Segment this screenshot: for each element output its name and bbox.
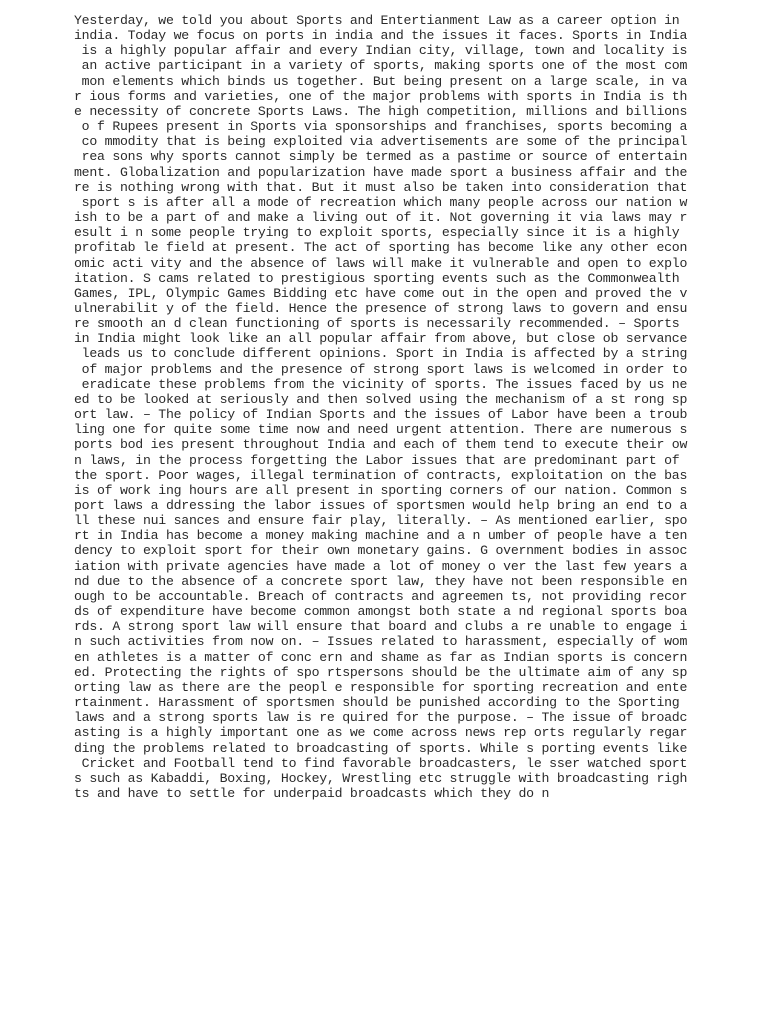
text-line: laws and a strong sports law is re quired for the purpose. – The issue of broadc xyxy=(74,710,688,726)
text-line: profitab le field at present. The act of sporting has become like any other econ xyxy=(74,240,688,256)
text-line: omic acti vity and the absence of laws will make it vulnerable and open to explo xyxy=(74,255,688,271)
text-line: ulnerabilit y of the field. Hence the presence of strong laws to govern and ensu xyxy=(74,300,688,316)
text-line: itation. S cams related to prestigious sporting events such as the Commonwealth xyxy=(74,270,680,286)
text-line: the sport. Poor wages, illegal termination of contracts, exploitation on the bas xyxy=(74,467,688,483)
text-line: e necessity of concrete Sports Laws. The high competition, millions and billions xyxy=(74,103,688,119)
text-line: leads us to conclude different opinions. Sport in India is affected by a string xyxy=(74,346,688,362)
text-line: iation with private agencies have made a lot of money o ver the last few years a xyxy=(74,558,688,574)
text-line: re smooth an d clean functioning of sports is necessarily recommended. – Sports xyxy=(74,316,680,332)
text-line: rea sons why sports cannot simply be termed as a pastime or source of entertain xyxy=(74,149,688,165)
text-line: ish to be a part of and make a living out of it. Not governing it via laws may r xyxy=(74,210,688,226)
text-line: is a highly popular affair and every Indian city, village, town and locality is xyxy=(74,43,688,59)
text-line: en athletes is a matter of conc ern and shame as far as Indian sports is concern xyxy=(74,649,688,665)
article-body xyxy=(74,13,694,801)
text-line: dency to exploit sport for their own monetary gains. G overnment bodies in assoc xyxy=(74,543,688,559)
text-line: rtainment. Harassment of sportsmen should be punished according to the Sporting xyxy=(74,695,680,711)
text-line: port laws a ddressing the labor issues of sportsmen would help bring an end to a xyxy=(74,498,688,513)
text-line: s such as Kabaddi, Boxing, Hockey, Wrestling etc struggle with broadcasting righ xyxy=(74,770,688,786)
text-line: co mmodity that is being exploited via advertisements are some of the principal xyxy=(74,134,688,150)
text-line: ding the problems related to broadcasting of sports. While s porting events like xyxy=(74,740,688,756)
text-line: asting is a highly important one as we come across news rep orts regularly regar xyxy=(74,725,688,741)
text-line: mon elements which binds us together. But being present on a large scale, in va xyxy=(74,73,688,89)
text-line: sport s is after all a mode of recreation which many people across our nation w xyxy=(74,194,688,210)
text-line: Cricket and Football tend to find favorable broadcasters, le sser watched sport xyxy=(74,755,688,771)
text-line: ts and have to settle for underpaid broadcasts which they do n xyxy=(74,785,550,801)
text-line: ment. Globalization and popularization have made sport a business affair and the xyxy=(74,164,688,180)
text-line: esult i n some people trying to exploit sports, especially since it is a highly xyxy=(74,225,680,241)
text-line: ling one for quite some time now and need urgent attention. There are numerous s xyxy=(74,422,688,438)
text-line: ports bod ies present throughout India and each of them tend to execute their ow xyxy=(74,437,688,453)
text-line: rds. A strong sport law will ensure that board and clubs a re unable to engage i xyxy=(74,619,688,635)
text-line: r ious forms and varieties, one of the major problems with sports in India is th xyxy=(74,88,688,104)
text-line: o f Rupees present in Sports via sponsorships and franchises, sports becoming a xyxy=(74,119,688,135)
text-line: ll these nui sances and ensure fair play, literally. – As mentioned earlier, spo xyxy=(74,513,688,529)
text-line: an active participant in a variety of sports, making sports one of the most com xyxy=(74,58,688,74)
text-line: ds of expenditure have become common amongst both state a nd regional sports boa xyxy=(74,604,688,620)
text-line: nd due to the absence of a concrete sport law, they have not been responsible en xyxy=(74,573,688,589)
text-line: ed. Protecting the rights of spo rtspersons should be the ultimate aim of any sp xyxy=(74,664,688,680)
text-line: eradicate these problems from the vicinity of sports. The issues faced by us ne xyxy=(74,376,688,392)
text-line: in India might look like an all popular affair from above, but close ob servance xyxy=(74,331,688,347)
text-line: rt in India has become a money making machine and a n umber of people have a ten xyxy=(74,528,688,544)
text-line: Games, IPL, Olympic Games Bidding etc have come out in the open and proved the v xyxy=(74,285,688,301)
text-line: of major problems and the presence of strong sport laws is welcomed in order to xyxy=(74,361,688,377)
text-line: orting law as there are the peopl e responsible for sporting recreation and ente xyxy=(74,679,688,695)
text-line: ed to be looked at seriously and then solved using the mechanism of a st rong sp xyxy=(74,391,688,407)
text-line: ough to be accountable. Breach of contracts and agreemen ts, not providing recor xyxy=(74,588,688,604)
text-line: n such activities from now on. – Issues related to harassment, especially of wom xyxy=(74,634,688,650)
text-line: re is nothing wrong with that. But it must also be taken into consideration that xyxy=(74,179,688,195)
text-line: is of work ing hours are all present in sporting corners of our nation. Common s xyxy=(74,482,688,498)
text-line: Yesterday, we told you about Sports and Entertianment Law as a career option in xyxy=(74,13,680,28)
text-line: n laws, in the process forgetting the Labor issues that are predominant part of xyxy=(74,452,680,468)
text-line: ort law. – The policy of Indian Sports and the issues of Labor have been a troub xyxy=(74,407,688,423)
text-line: india. Today we focus on ports in india and the issues it faces. Sports in India xyxy=(74,28,688,44)
